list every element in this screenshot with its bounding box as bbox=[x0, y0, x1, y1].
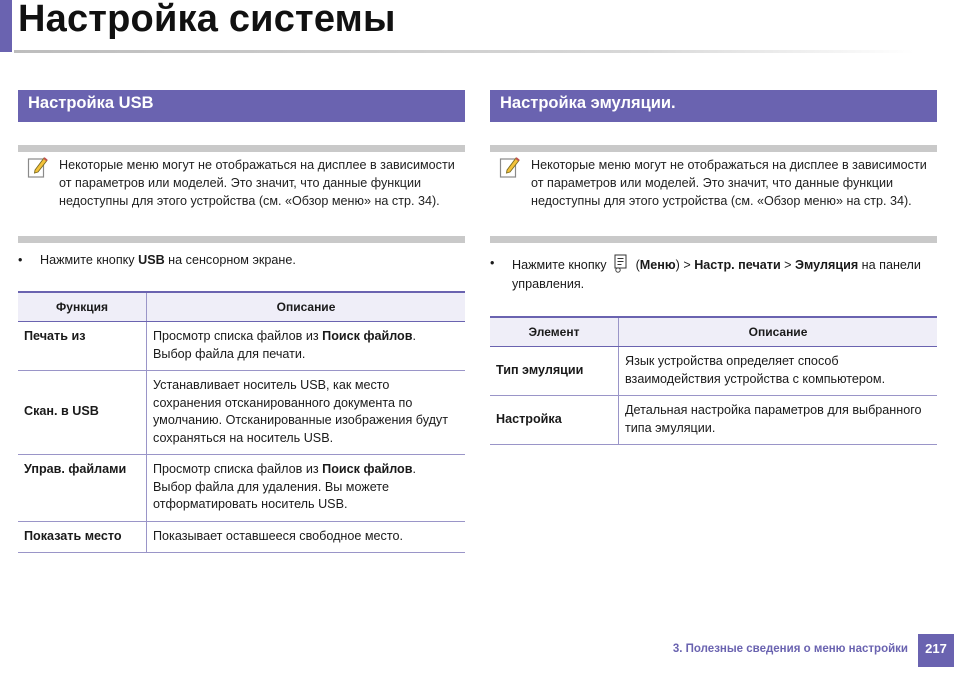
usb-settings-section bbox=[18, 90, 465, 553]
emulation-settings-section bbox=[490, 90, 937, 445]
table-row bbox=[490, 396, 937, 445]
menu-icon bbox=[613, 254, 629, 273]
usb-note-box bbox=[18, 145, 465, 243]
page-title: Настройка системы bbox=[18, 0, 396, 40]
usb-instruction bbox=[18, 251, 465, 270]
usb-instruction-text: Нажмите кнопку bbox=[40, 253, 139, 267]
footer-chapter-title: 3. Полезные сведения о меню настройки bbox=[672, 643, 908, 655]
table-row bbox=[18, 455, 465, 522]
table-row bbox=[18, 322, 465, 371]
emulation-table bbox=[490, 316, 937, 445]
usb-key-label: USB bbox=[138, 253, 165, 267]
emulation-col-item: Элемент bbox=[490, 317, 619, 347]
print-settings-label: Настр. печати bbox=[694, 258, 781, 272]
row-name: Показать место bbox=[18, 521, 147, 553]
emulation-instruction: • Нажмите кнопку (Меню) > Настр. печати > Эмуляция на панели управления. bbox=[490, 256, 921, 291]
emulation-section-header: Настройка эмуляции. bbox=[490, 90, 937, 122]
row-description: Устанавливает носитель USB, как место сохранения отсканированного документа по умолчанию. Отсканированные изображения будут сохраняться на носитель USB. bbox=[147, 371, 466, 455]
row-description: Просмотр списка файлов из Поиск файлов. Выбор файла для печати. bbox=[147, 322, 466, 371]
row-description: Просмотр списка файлов из Поиск файлов. Выбор файла для удаления. Вы можете отформатировать носитель USB. bbox=[147, 455, 466, 522]
title-accent-bar bbox=[0, 0, 12, 52]
row-name: Настройка bbox=[490, 396, 619, 445]
row-name: Печать из bbox=[18, 322, 147, 371]
bullet-dot: • bbox=[18, 253, 23, 267]
emulation-note-text: Некоторые меню могут не отображаться на дисплее в зависимости от параметров или моделей. Это значит, что данные функции недоступны для этого устройства (см. «Обзор меню» на стр. 34). bbox=[531, 158, 927, 208]
row-description: Показывает оставшееся свободное место. bbox=[147, 521, 466, 553]
row-description: Детальная настройка параметров для выбранного типа эмуляции. bbox=[619, 396, 938, 445]
row-name: Скан. в USB bbox=[18, 371, 147, 455]
table-row bbox=[18, 521, 465, 553]
usb-col-function: Функция bbox=[18, 292, 147, 322]
page-number: 217 bbox=[918, 634, 954, 667]
usb-function-table bbox=[18, 291, 465, 553]
row-name: Управ. файлами bbox=[18, 455, 147, 522]
emulation-note-box bbox=[490, 145, 937, 243]
emulation-label: Эмуляция bbox=[795, 258, 859, 272]
usb-instruction-suffix: на сенсорном экране. bbox=[164, 253, 296, 267]
row-name: Тип эмуляции bbox=[490, 347, 619, 396]
usb-note-text: Некоторые меню могут не отображаться на дисплее в зависимости от параметров или моделей. Это значит, что данные функции недоступны для этого устройства (см. «Обзор меню» на стр. 34). bbox=[59, 158, 455, 208]
bullet-dot: • bbox=[490, 256, 495, 270]
row-description: Язык устройства определяет способ взаимодействия устройства с компьютером. bbox=[619, 347, 938, 396]
table-row bbox=[18, 371, 465, 455]
usb-section-header: Настройка USB bbox=[18, 90, 465, 122]
table-row bbox=[490, 347, 937, 396]
emulation-col-description: Описание bbox=[619, 317, 938, 347]
menu-label: Меню bbox=[639, 258, 676, 272]
usb-col-description: Описание bbox=[147, 292, 466, 322]
title-divider bbox=[14, 50, 914, 53]
note-pencil-icon bbox=[27, 155, 49, 179]
note-pencil-icon bbox=[499, 155, 521, 179]
